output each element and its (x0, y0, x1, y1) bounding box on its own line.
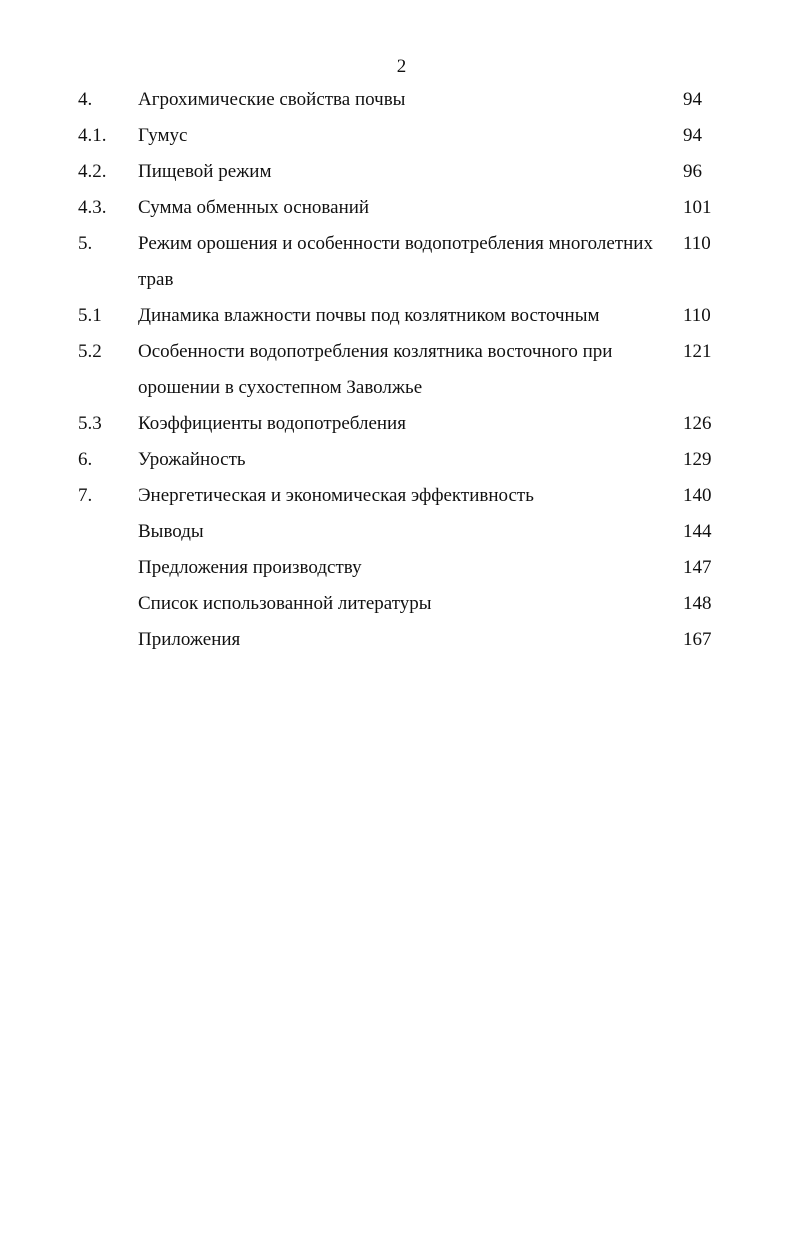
toc-entry (78, 118, 738, 154)
toc-entry-title: Выводы (138, 521, 204, 542)
toc-entry-page: 140 (683, 485, 712, 506)
toc-entry (78, 478, 738, 514)
toc-entry-number: 4. (78, 89, 93, 110)
toc-entry-title: Агрохимические свойства почвы (138, 89, 406, 110)
toc-entry (78, 550, 738, 586)
toc-entry-page: 126 (683, 413, 712, 434)
toc-entry-title: Пищевой режим (138, 161, 272, 182)
toc-entry-page: 94 (683, 89, 702, 110)
toc-entry-page: 121 (683, 341, 712, 362)
toc-entry-title: Гумус (138, 125, 188, 146)
toc-entry-number: 4.2. (78, 161, 107, 182)
toc-entry-page: 94 (683, 125, 702, 146)
toc-entry-page: 129 (683, 449, 712, 470)
toc-entry-page: 167 (683, 629, 712, 650)
toc-entry (78, 334, 738, 406)
toc-entry (78, 406, 738, 442)
toc-entry-page: 110 (683, 305, 711, 326)
toc-entry-page: 101 (683, 197, 712, 218)
toc-entry (78, 622, 738, 658)
toc-entry-page: 96 (683, 161, 702, 182)
toc-entry-title: Энергетическая и экономическая эффективность (138, 485, 534, 506)
page-number: 2 (396, 56, 407, 77)
toc-entry-page: 144 (683, 521, 712, 542)
table-of-contents (78, 82, 738, 658)
toc-entry (78, 82, 738, 118)
toc-entry-number: 6. (78, 449, 93, 470)
toc-entry-number: 5. (78, 233, 93, 254)
toc-entry-number: 5.2 (78, 341, 102, 362)
toc-entry (78, 298, 738, 334)
toc-entry-title: Предложения производству (138, 557, 362, 578)
toc-entry (78, 586, 738, 622)
toc-entry (78, 226, 738, 298)
toc-entry-title: Особенности водопотребления козлятника восточного при орошении в сухостепном Заволжье (138, 341, 613, 398)
toc-entry-number: 7. (78, 485, 93, 506)
toc-entry-title: Сумма обменных оснований (138, 197, 370, 218)
toc-entry-title: Урожайность (138, 449, 246, 470)
toc-entry-title: Приложения (138, 629, 241, 650)
toc-entry (78, 190, 738, 226)
toc-entry-title: Режим орошения и особенности водопотребления многолетних трав (138, 233, 653, 290)
toc-entry (78, 442, 738, 478)
toc-entry (78, 154, 738, 190)
toc-entry-number: 4.1. (78, 125, 107, 146)
toc-entry-title: Динамика влажности почвы под козлятником восточным (138, 305, 600, 326)
toc-entry-page: 110 (683, 233, 711, 254)
toc-entry-title: Коэффициенты водопотребления (138, 413, 406, 434)
toc-entry-page: 148 (683, 593, 712, 614)
toc-entry-title: Список использованной литературы (138, 593, 432, 614)
toc-entry-number: 5.3 (78, 413, 102, 434)
toc-entry (78, 514, 738, 550)
toc-entry-number: 5.1 (78, 305, 102, 326)
toc-entry-number: 4.3. (78, 197, 107, 218)
toc-entry-page: 147 (683, 557, 712, 578)
